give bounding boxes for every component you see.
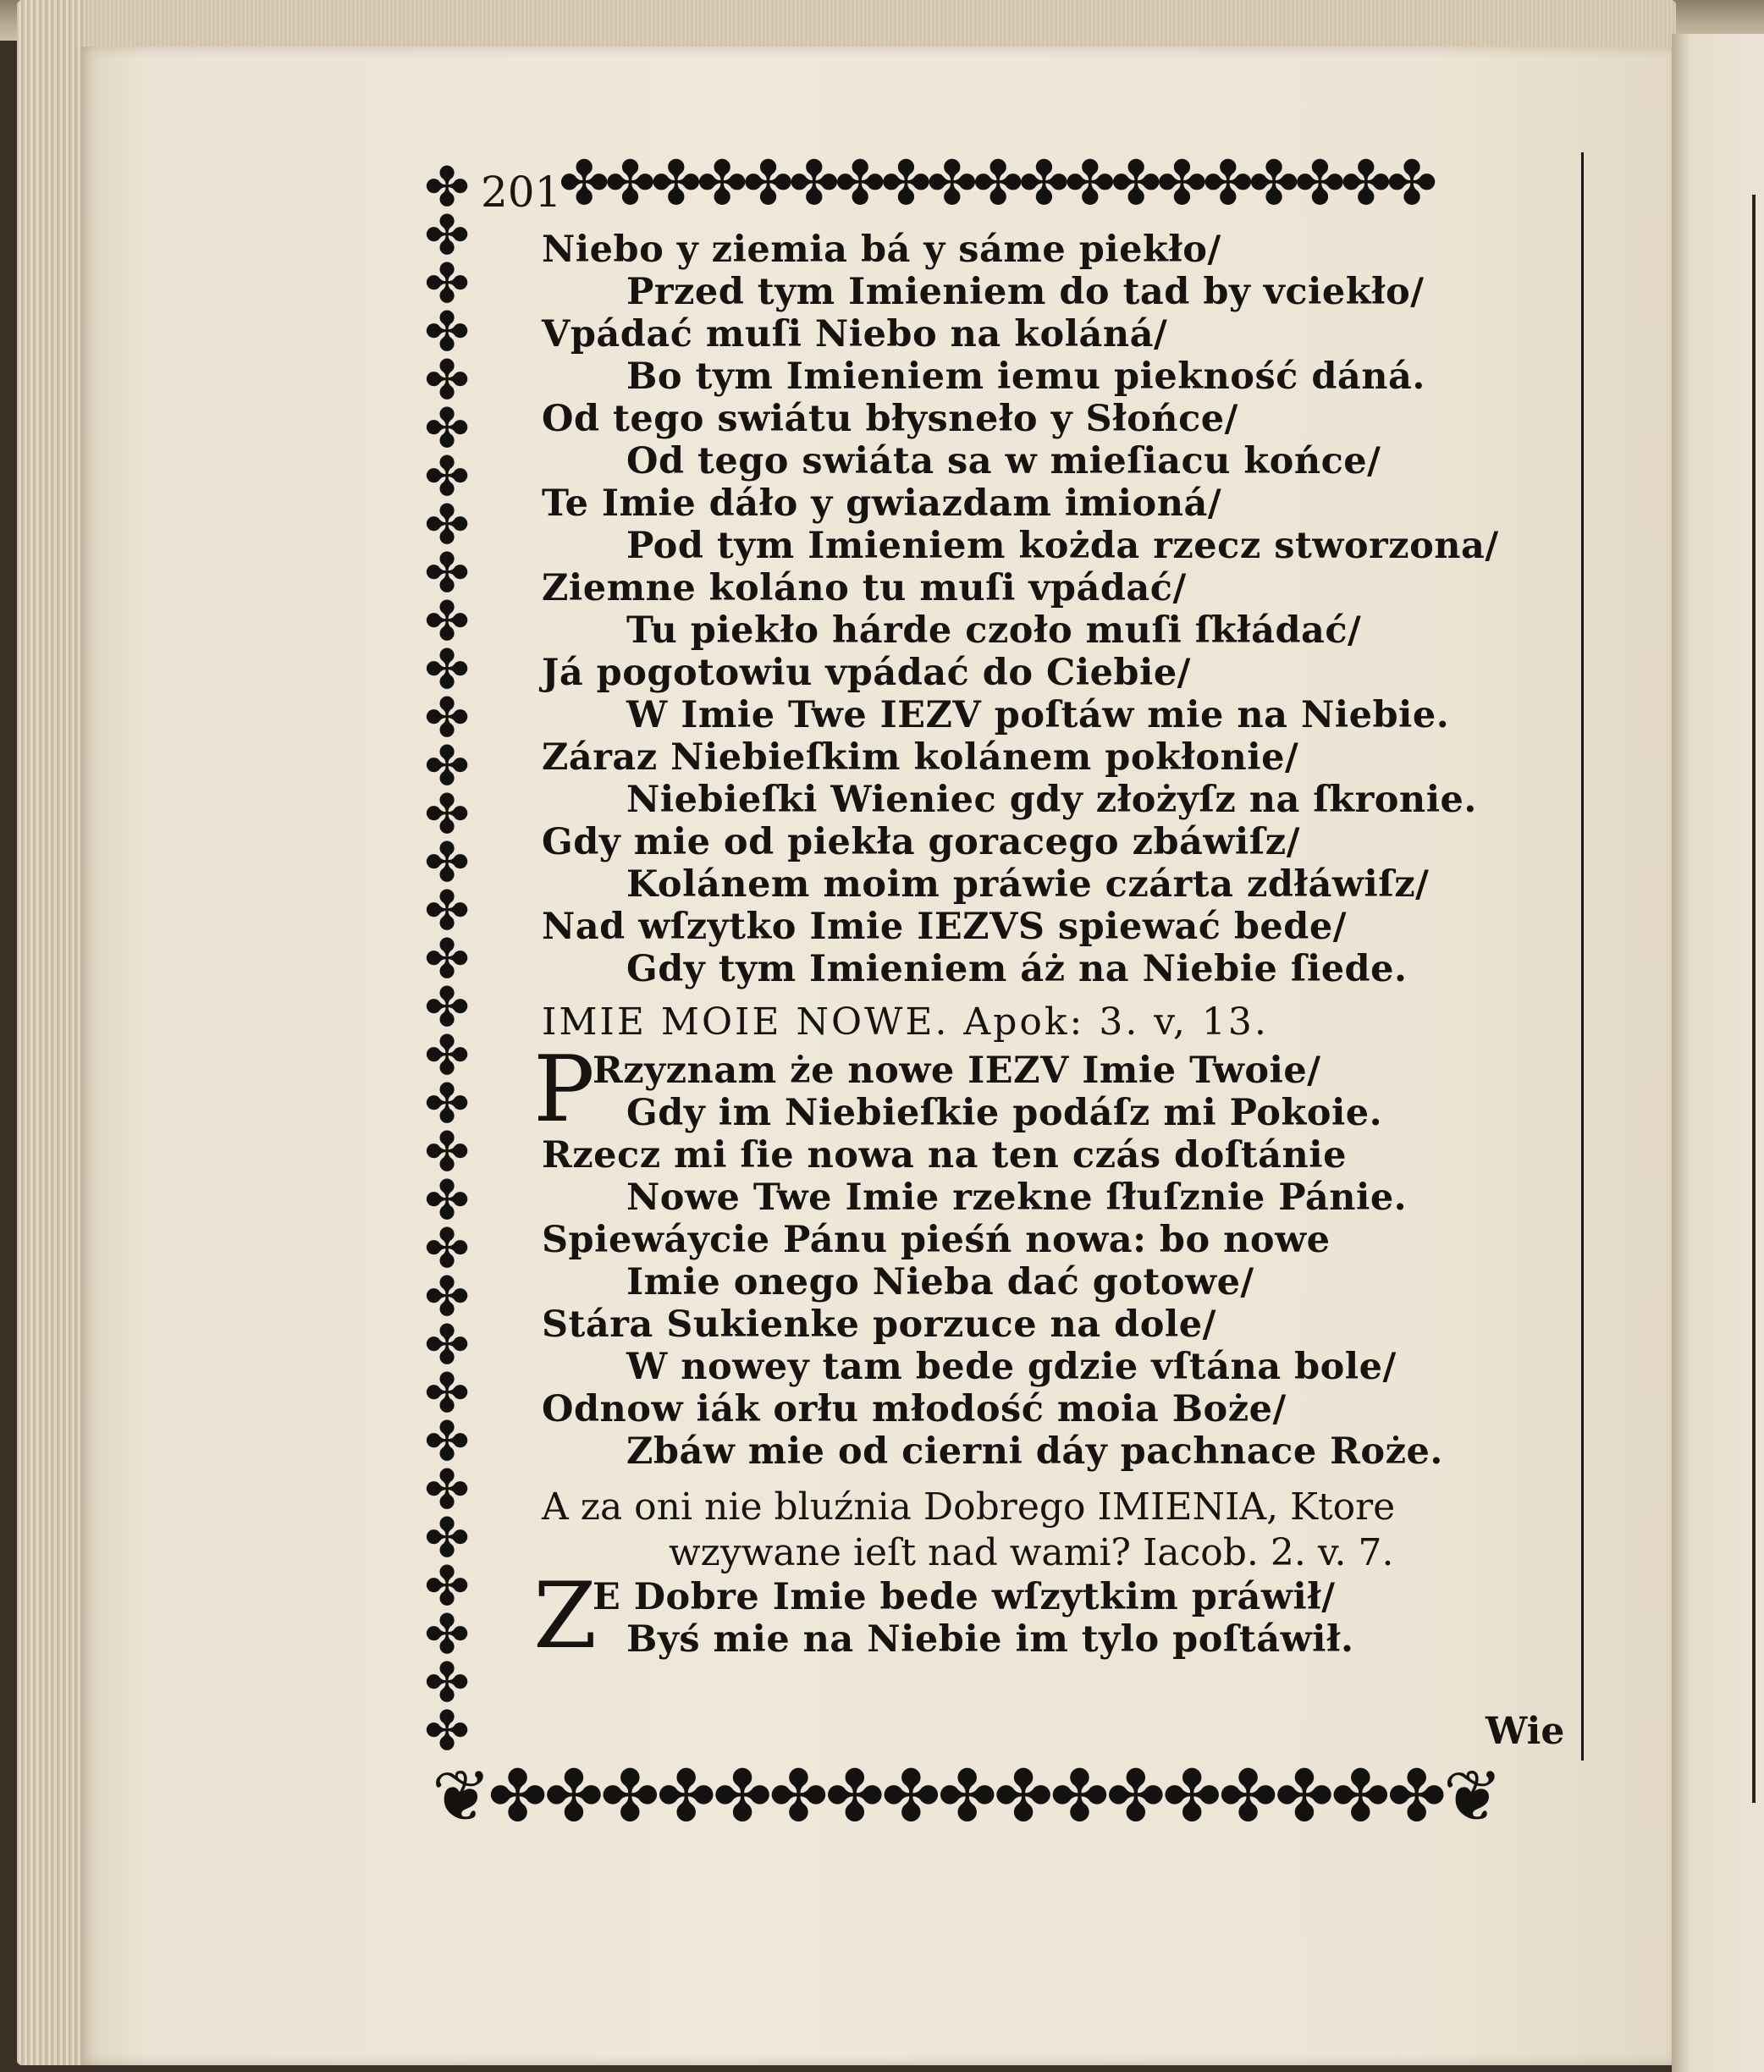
- verse-line: Záraz Niebieſkim kolánem pokłonie/: [542, 736, 1299, 779]
- fleuron-ornament: ✤: [424, 832, 470, 895]
- verse-line: E Dobre Imie bede wſzytkim práwił/: [593, 1576, 1336, 1618]
- fleuron-ornament: ✤: [424, 736, 470, 798]
- fleuron-ornament: ✤: [424, 1652, 470, 1715]
- verse-line: Niebo y ziemia bá y sáme piekło/: [542, 229, 1221, 271]
- top-ornament-border: ✤✤✤✤✤✤✤✤✤✤✤✤✤✤✤✤✤✤✤: [559, 152, 1433, 218]
- verse-line: W nowey tam bede gdzie vſtána bole/: [626, 1346, 1397, 1388]
- fleuron-ornament: ✤: [424, 687, 470, 750]
- fleuron-ornament: ✤: [424, 253, 470, 316]
- verse-line: Pod tym Imieniem kożda rzecz stworzona/: [626, 525, 1499, 567]
- catchword: Wie: [1486, 1710, 1565, 1753]
- fleuron-ornament: ✤: [424, 929, 470, 991]
- verse-line: Nowe Twe Imie rzekne ſłuſznie Pánie.: [626, 1177, 1408, 1219]
- fleuron-ornament: ✤: [424, 1604, 470, 1667]
- fleuron-ornament: ✤: [424, 784, 470, 846]
- fleuron-ornament: ✤: [424, 1073, 470, 1136]
- verse-line: Nad wſzytko Imie IEZVS spiewać bede/: [542, 906, 1347, 948]
- verse-line: Przed tym Imieniem do tad by vciekło/: [626, 271, 1425, 313]
- stanza-2: [533, 1037, 1583, 1473]
- fleuron-ornament: ✤: [424, 1170, 470, 1232]
- verse-line: Ziemne koláno tu muſi vpádać/: [542, 567, 1187, 609]
- verse-line: Gdy tym Imieniem áż na Niebie ſiede.: [626, 948, 1408, 990]
- verse-line: Imie onego Nieba dać gotowe/: [626, 1261, 1254, 1303]
- page-stack-edge: [17, 0, 85, 2065]
- verse-line: Rzecz mi ſie nowa na ten czás doſtánie: [542, 1134, 1347, 1177]
- section-heading: IMIE MOIE NOWE. Apok: 3. v, 13.: [542, 1000, 1269, 1044]
- fleuron-ornament: ✤: [424, 1025, 470, 1088]
- drop-cap: P: [533, 1037, 595, 1143]
- fleuron-ornament: ✤: [424, 1411, 470, 1474]
- verse-line: Gdy mie od piekła goracego zbáwiſz/: [542, 821, 1300, 863]
- verse-line: Niebieſki Wieniec gdy złożyſz na ſkronie.: [626, 779, 1477, 821]
- left-ornament-border: [413, 161, 481, 1794]
- verse-line: Odnow iák orłu młodość moia Boże/: [542, 1388, 1287, 1430]
- fleuron-ornament: ✤: [424, 591, 470, 653]
- fleuron-ornament: ✤: [424, 1218, 470, 1281]
- fleuron-ornament: ✤: [424, 1700, 470, 1763]
- verse-line: Spiewáycie Pánu pieśń nowa: bo nowe: [542, 1219, 1331, 1261]
- scripture-citation-line: A za oni nie bluźnia Dobrego IMIENIA, Ktore: [542, 1485, 1396, 1529]
- scripture-citation-line: wzywane ieſt nad wami? Iacob. 2. v. 7.: [669, 1531, 1394, 1574]
- fleuron-ornament: ✤: [424, 350, 470, 412]
- fleuron-ornament: ✤: [424, 543, 470, 605]
- verse-line: Byś mie na Niebie im tylo poſtáwił.: [626, 1618, 1354, 1661]
- page-number: 201: [481, 168, 562, 217]
- fleuron-ornament: ✤: [424, 446, 470, 509]
- text-block: [533, 229, 1583, 1669]
- verse-line: Bo tym Imieniem iemu piekność dáná.: [626, 355, 1425, 398]
- fleuron-ornament: ✤: [424, 494, 470, 557]
- verse-line: Te Imie dáło y gwiazdam imioná/: [542, 482, 1222, 525]
- verse-line: W Imie Twe IEZV poſtáw mie na Niebie.: [626, 694, 1450, 736]
- drop-cap: Z: [533, 1563, 598, 1669]
- stanza-1: [542, 229, 1583, 990]
- facing-page: [1672, 34, 1764, 2072]
- fleuron-ornament: ✤: [424, 1459, 470, 1522]
- fleuron-ornament: ✤: [424, 398, 470, 460]
- verse-line: Tu piekło hárde czoło muſi ſkłádać/: [626, 609, 1362, 652]
- verse-line: Rzyznam że nowe IEZV Imie Twoie/: [593, 1050, 1321, 1092]
- fleuron-ornament: ✤: [424, 161, 470, 219]
- verse-line: Od tego swiáta sa w mieſiacu końce/: [626, 440, 1381, 482]
- facing-page-rule: [1752, 195, 1756, 1803]
- fleuron-ornament: ✤: [424, 301, 470, 364]
- verse-line: Vpádać muſi Niebo na koláná/: [542, 313, 1168, 355]
- verse-line: Já pogotowiu vpádać do Ciebie/: [542, 652, 1191, 694]
- fleuron-ornament: ✤: [424, 880, 470, 943]
- bottom-ornament-border: ❦✤✤✤✤✤✤✤✤✤✤✤✤✤✤✤✤✤❦: [432, 1761, 1500, 1838]
- fleuron-ornament: ✤: [424, 977, 470, 1039]
- fleuron-ornament: ✤: [424, 1556, 470, 1618]
- verse-line: Stára Sukienke porzuce na dole/: [542, 1303, 1216, 1346]
- stanza-3: [533, 1563, 1583, 1669]
- fleuron-ornament: ✤: [424, 1314, 470, 1377]
- verse-line: Kolánem moim práwie czárta zdłáwiſz/: [626, 863, 1430, 906]
- fleuron-ornament: ✤: [424, 1507, 470, 1570]
- fleuron-ornament: ✤: [424, 1121, 470, 1184]
- verse-line: Od tego swiátu błysneło y Słońce/: [542, 398, 1238, 440]
- fleuron-ornament: ✤: [424, 205, 470, 267]
- verse-line: Zbáw mie od cierni dáy pachnace Roże.: [626, 1430, 1443, 1473]
- verse-line: Gdy im Niebieſkie podáſz mi Pokoie.: [626, 1092, 1383, 1134]
- fleuron-ornament: ✤: [424, 639, 470, 702]
- fleuron-ornament: ✤: [424, 1363, 470, 1425]
- fleuron-ornament: ✤: [424, 1266, 470, 1329]
